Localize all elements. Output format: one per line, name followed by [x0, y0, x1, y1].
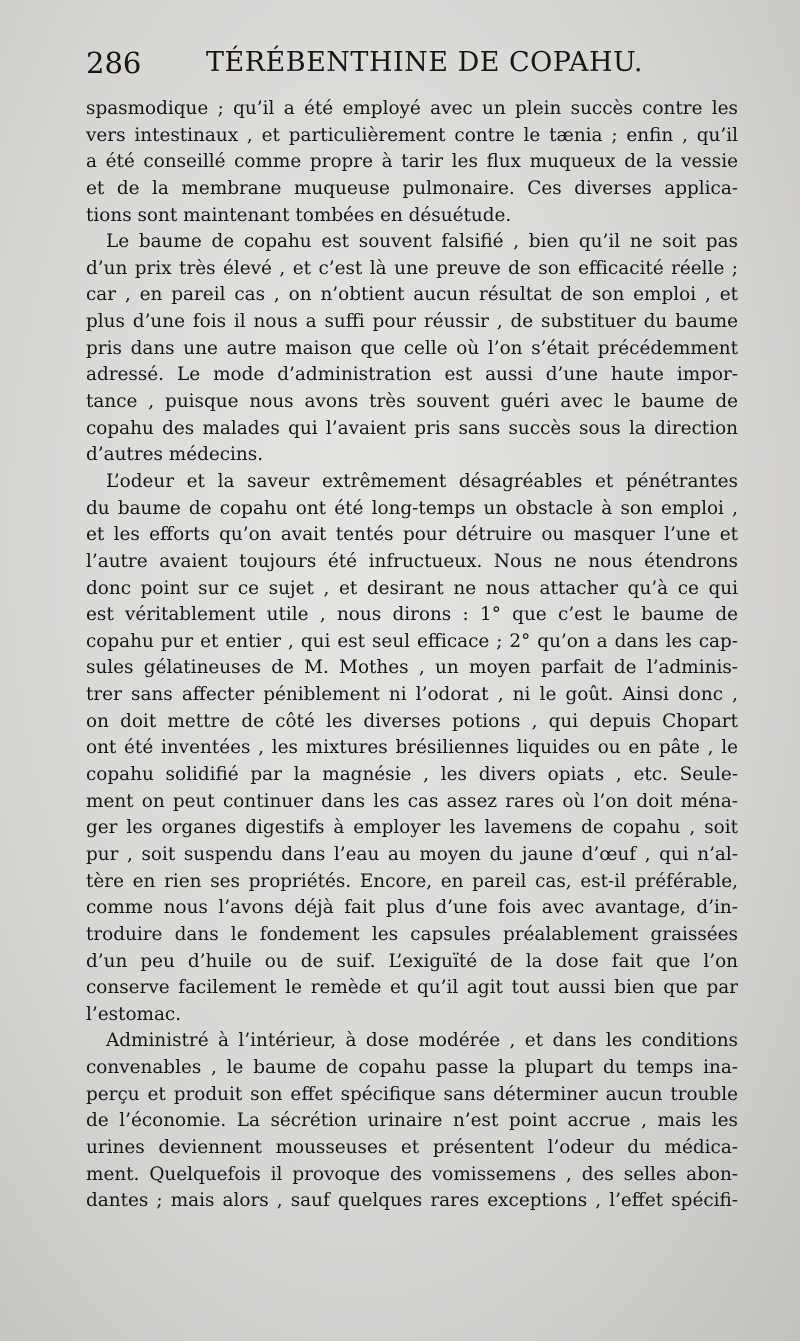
body-text — [86, 96, 738, 1215]
text-line: l’estomac. — [86, 1003, 182, 1025]
page-number: 286 — [86, 46, 142, 80]
text-line: sules gélatineuses de M. Mothes , un moyen parfait de l’adminis- — [86, 657, 738, 679]
text-line: adressé. Le mode d’administration est aussi d’une haute impor- — [86, 364, 738, 386]
text-line: spasmodique ; qu’il a été employé avec un plein succès contre les — [86, 98, 738, 119]
text-line: est véritablement utile , nous dirons : 1° que c’est le baume de — [86, 604, 738, 626]
running-title: TÉRÉBENTHINE DE COPAHU. — [206, 47, 643, 78]
text-line: car , en pareil cas , on n’obtient aucun résultat de son emploi , et — [86, 284, 738, 306]
text-line: conserve facilement le remède et qu’il agit tout aussi bien que par — [86, 977, 738, 999]
text-line: ment on peut continuer dans les cas assez rares où l’on doit ména- — [86, 790, 738, 812]
text-line: tère en rien ses propriétés. Encore, en pareil cas, est-il préférable, — [86, 870, 738, 892]
text-line: ment. Quelquefois il provoque des vomissemens , des selles abon- — [86, 1163, 738, 1185]
text-line: donc point sur ce sujet , et desirant ne nous attacher qu’à ce qui — [86, 577, 738, 599]
page-header — [86, 46, 756, 86]
text-line: Le baume de copahu est souvent falsifié , bien qu’il ne soit pas — [106, 231, 738, 253]
text-line: ont été inventées , les mixtures brésiliennes liquides ou en pâte , le — [86, 737, 738, 759]
text-line: convenables , le baume de copahu passe la plupart du temps ina- — [86, 1057, 738, 1079]
text-line: on doit mettre de côté les diverses potions , qui depuis Chopart — [86, 710, 738, 732]
text-line: du baume de copahu ont été long-temps un obstacle à son emploi , — [86, 497, 738, 519]
text-line: d’un prix très élevé , et c’est là une preuve de son efficacité réelle ; — [86, 257, 738, 279]
text-line: de l’économie. La sécrétion urinaire n’est point accrue , mais les — [86, 1110, 738, 1132]
text-line: pris dans une autre maison que celle où l’on s’était précédemment — [86, 337, 738, 359]
text-line: comme nous l’avons déjà fait plus d’une fois avec avantage, d’in- — [86, 897, 738, 919]
text-line: et les efforts qu’on avait tentés pour détruire ou masquer l’une et — [86, 524, 738, 546]
text-line: urines deviennent mousseuses et présentent l’odeur du médica- — [86, 1136, 738, 1158]
text-line: trer sans affecter péniblement ni l’odorat , ni le goût. Ainsi donc , — [86, 684, 738, 706]
text-line: a été conseillé comme propre à tarir les flux muqueux de la vessie — [86, 151, 738, 173]
text-line: copahu pur et entier , qui est seul efficace ; 2° qu’on a dans les cap- — [86, 630, 738, 652]
text-line: l’autre avaient toujours été infructueux. Nous ne nous étendrons — [86, 550, 738, 572]
text-line: tance , puisque nous avons très souvent guéri avec le baume de — [86, 391, 738, 413]
text-line: tions sont maintenant tombées en désuétude. — [86, 204, 512, 226]
text-line: Administré à l’intérieur, à dose modérée , et dans les conditions — [106, 1030, 738, 1052]
text-line: copahu des malades qui l’avaient pris sans succès sous la direction — [86, 417, 738, 439]
text-line: vers intestinaux , et particulièrement contre le tænia ; enfin , qu’il — [86, 124, 738, 146]
text-line: pur , soit suspendu dans l’eau au moyen du jaune d’œuf , qui n’al- — [86, 843, 738, 865]
text-line: L’odeur et la saveur extrêmement désagréables et pénétrantes — [106, 470, 738, 492]
text-line: ger les organes digestifs à employer les lavemens de copahu , soit — [86, 817, 738, 839]
text-line: d’autres médecins. — [86, 444, 264, 466]
text-line: troduire dans le fondement les capsules préalablement graissées — [86, 923, 738, 945]
text-line: perçu et produit son effet spécifique sans déterminer aucun trouble — [86, 1083, 738, 1105]
text-line: d’un peu d’huile ou de suif. L’exiguïté de la dose fait que l’on — [86, 950, 738, 972]
text-line: dantes ; mais alors , sauf quelques rares exceptions , l’effet spécifi- — [86, 1190, 738, 1212]
text-line: et de la membrane muqueuse pulmonaire. Ces diverses applica- — [86, 177, 738, 199]
text-line: plus d’une fois il nous a suffi pour réussir , de substituer du baume — [86, 311, 738, 333]
text-line: copahu solidifié par la magnésie , les divers opiats , etc. Seule- — [86, 764, 738, 786]
